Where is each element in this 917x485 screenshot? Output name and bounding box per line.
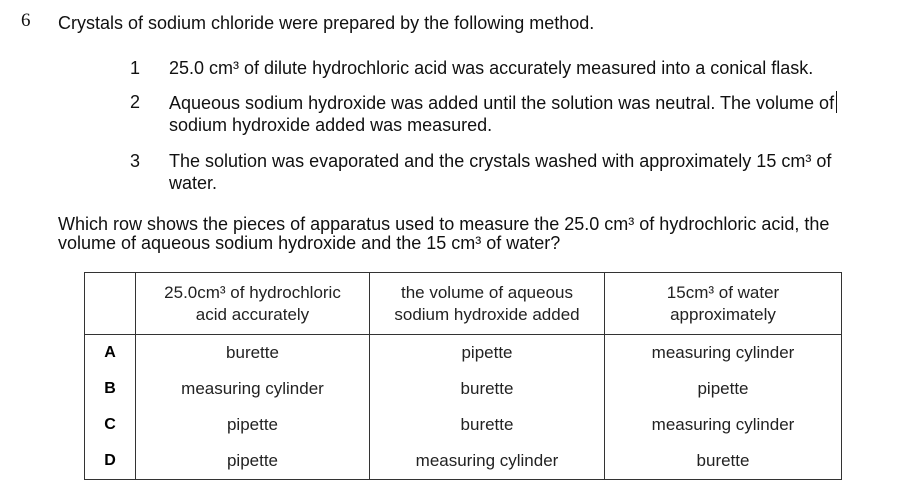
- header-cell-empty: [85, 273, 136, 335]
- table-cell: burette: [370, 407, 605, 443]
- prompt-line: volume of aqueous sodium hydroxide and the 15 cm³ of water?: [58, 233, 561, 253]
- question-intro: Crystals of sodium chloride were prepared by the following method.: [58, 13, 595, 33]
- step-text: [169, 91, 889, 136]
- table-cell: pipette: [136, 407, 370, 443]
- row-letter: B: [85, 371, 136, 407]
- step-number: 3: [130, 151, 141, 171]
- header-cell-sodium-hydroxide: [370, 273, 605, 335]
- table-row: [85, 407, 842, 443]
- header-line: 15cm³ of water: [666, 282, 780, 302]
- header-cell-water: [605, 273, 842, 335]
- method-step: [130, 91, 890, 137]
- step-line: 25.0 cm³ of dilute hydrochloric acid was accurately measured into a conical flask.: [169, 58, 814, 78]
- answer-table: [84, 272, 842, 480]
- table-cell: measuring cylinder: [370, 443, 605, 480]
- table-cell: pipette: [136, 443, 370, 480]
- table-cell: burette: [605, 443, 842, 480]
- step-line: water.: [169, 173, 218, 193]
- table-cell: pipette: [370, 335, 605, 372]
- table-row: [85, 335, 842, 372]
- header-line: approximately: [670, 304, 776, 324]
- step-number: 2: [130, 92, 141, 112]
- step-text: [169, 57, 889, 79]
- table-header-row: [85, 273, 842, 335]
- header-line: acid accurately: [195, 304, 310, 324]
- table-cell: pipette: [605, 371, 842, 407]
- row-letter: C: [85, 407, 136, 443]
- row-letter: A: [85, 335, 136, 372]
- text-cursor: [836, 91, 837, 113]
- question-prompt: [58, 215, 898, 253]
- method-step: [130, 57, 890, 81]
- step-line-text: Aqueous sodium hydroxide was added until the solution was neutral. The volume of: [169, 93, 835, 113]
- step-number: 1: [130, 58, 141, 78]
- step-line: [169, 91, 889, 114]
- table-cell: measuring cylinder: [136, 371, 370, 407]
- table-cell: burette: [370, 371, 605, 407]
- step-text: [169, 150, 889, 194]
- question-number: 6: [21, 10, 31, 31]
- method-step: [130, 150, 890, 196]
- header-line: the volume of aqueous: [400, 282, 573, 302]
- table-cell: measuring cylinder: [605, 407, 842, 443]
- table-cell: burette: [136, 335, 370, 372]
- table-row: [85, 443, 842, 480]
- step-line: sodium hydroxide added was measured.: [169, 115, 493, 135]
- header-line: sodium hydroxide added: [394, 304, 580, 324]
- header-line: 25.0cm³ of hydrochloric: [164, 282, 341, 302]
- table-cell: measuring cylinder: [605, 335, 842, 372]
- prompt-line: Which row shows the pieces of apparatus used to measure the 25.0 cm³ of hydrochloric acid, the: [58, 214, 830, 234]
- header-cell-hydrochloric: [136, 273, 370, 335]
- table-row: [85, 371, 842, 407]
- row-letter: D: [85, 443, 136, 480]
- step-line: The solution was evaporated and the crystals washed with approximately 15 cm³ of: [169, 151, 832, 171]
